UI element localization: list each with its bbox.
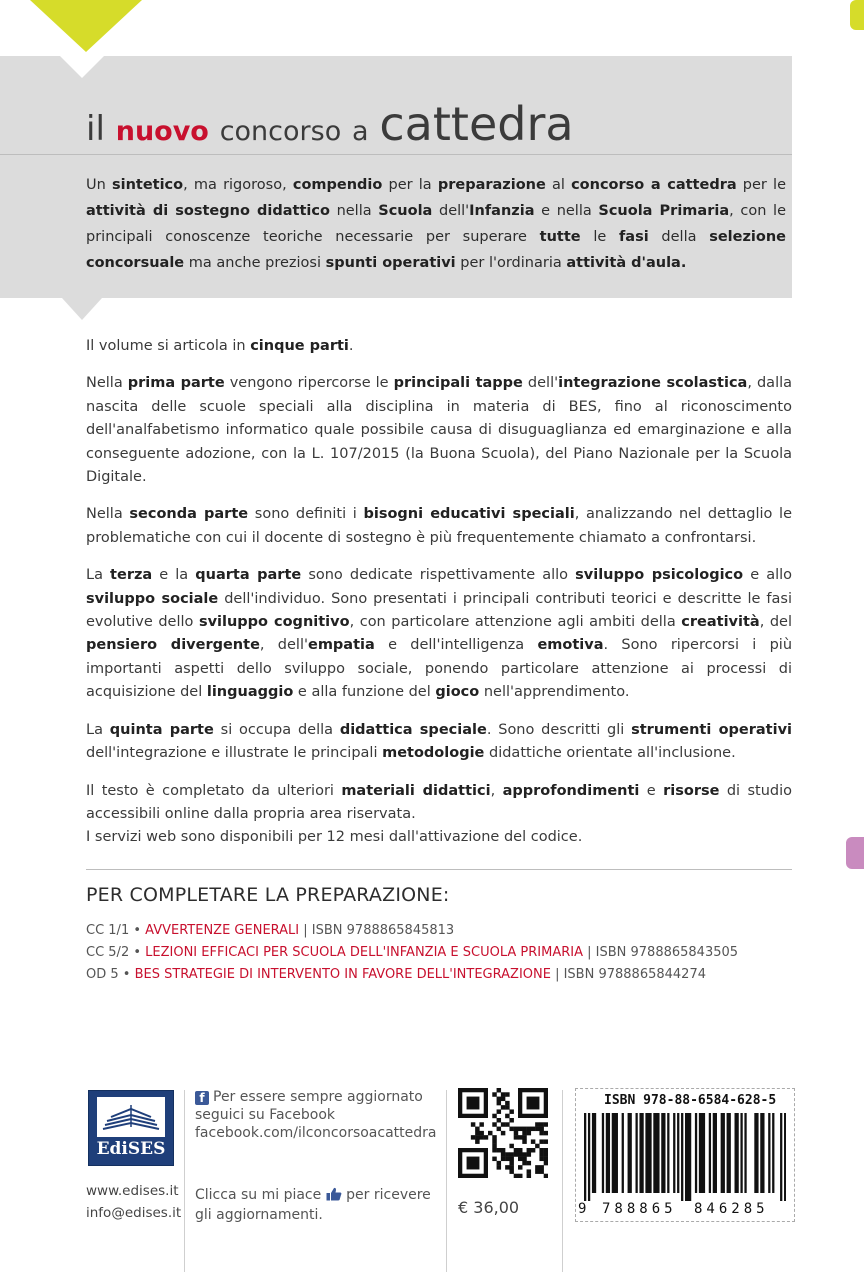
text-run: di studio accessibili online dalla propria area riservata. (86, 782, 793, 822)
text-run: terza (110, 567, 153, 584)
fb-line-1: Per essere sempre aggiornato (213, 1089, 423, 1105)
text-run: e alla funzione del (293, 684, 436, 701)
header-top-notch (60, 56, 104, 78)
body-paragraph (86, 503, 792, 550)
related-book-title: LEZIONI EFFICACI PER SCUOLA DELL'INFANZIA E SCUOLA PRIMARIA (145, 945, 583, 960)
text-run: . Sono ripercorsi i più importanti aspetti dello sviluppo sociale, ponendo particolare attenzione ai processi di acquisizione del (86, 637, 793, 701)
text-run: , del (759, 614, 792, 631)
text-run: didattiche orientate all'inclusione. (484, 745, 736, 762)
text-run: strumenti operativi (631, 721, 792, 738)
body-paragraph (86, 564, 792, 704)
text-run: attività di sostegno didattico (86, 203, 330, 219)
text-run: compendio (292, 177, 383, 193)
text-run: dell'individuo. Sono presentati i principali contributi teorici e descritte le fasi evolutive dello (86, 590, 792, 631)
text-run: , con particolare attenzione agli ambiti della (349, 614, 682, 631)
related-book-code: CC 1/1 • (86, 923, 146, 938)
title-il: il (86, 109, 105, 149)
text-run: al (545, 177, 572, 193)
related-book-item[interactable] (86, 964, 738, 986)
text-run: linguaggio (206, 684, 294, 701)
like-block (195, 1185, 445, 1225)
text-run: integrazione scolastica (558, 375, 748, 392)
facebook-block (195, 1088, 445, 1142)
text-run: gioco (435, 684, 480, 701)
text-run: . Sono descritti gli (486, 721, 632, 738)
text-run: didattica speciale (339, 721, 487, 738)
text-run: tutte (539, 229, 581, 245)
text-run: e la (152, 567, 196, 584)
related-books-list (86, 920, 738, 986)
related-book-isbn: | ISBN 9788865843505 (583, 945, 739, 960)
text-run: metodologie (382, 745, 485, 762)
text-run: le (580, 229, 619, 245)
price: € 36,00 (458, 1198, 520, 1217)
footer-divider-3 (562, 1090, 563, 1272)
text-run: dell' (432, 203, 470, 219)
like-text-before: Clicca su mi piace (195, 1187, 322, 1203)
text-run: empatia (307, 637, 375, 654)
footer-divider-1 (184, 1090, 185, 1272)
text-run: Nella (86, 506, 130, 523)
like-text-after: per ricevere gli aggiornamenti. (195, 1187, 431, 1223)
title-cattedra: cattedra (379, 97, 574, 151)
text-run: materiali didattici (341, 782, 491, 799)
fb-line-2: seguici su Facebook (195, 1107, 335, 1123)
title-nuovo: nuovo (115, 116, 209, 147)
text-run: Nella (86, 375, 128, 392)
body-paragraph (86, 335, 792, 358)
text-run: quarta parte (195, 567, 302, 584)
text-run: , ma rigoroso, (183, 177, 293, 193)
text-run: sviluppo psicologico (575, 567, 744, 584)
related-book-isbn: | ISBN 9788865845813 (299, 923, 455, 938)
text-run: e nella (534, 203, 599, 219)
body-paragraph (86, 780, 792, 850)
text-run: dell' (522, 375, 559, 392)
text-run: selezione concorsuale (86, 229, 786, 271)
text-run: cinque parti (250, 338, 349, 354)
body-paragraph (86, 719, 792, 766)
text-run: sintetico (111, 177, 184, 193)
completion-title: PER COMPLETARE LA PREPARAZIONE: (86, 884, 450, 906)
text-run: nell'apprendimento. (479, 684, 630, 701)
yellow-edge-tab (850, 0, 864, 30)
related-book-code: OD 5 • (86, 967, 135, 982)
text-run: Scuola Primaria (598, 203, 730, 219)
text-run: , con le principali conoscenze teoriche necessarie per superare (86, 203, 786, 245)
edises-logo (88, 1090, 174, 1166)
barcode-icon (584, 1113, 786, 1201)
text-run: e (639, 782, 664, 799)
text-run: nella (329, 203, 379, 219)
contact-block (86, 1180, 181, 1224)
text-run: sono dedicate rispettivamente allo (301, 567, 576, 584)
facebook-icon[interactable]: f (195, 1091, 209, 1105)
facebook-page-link[interactable]: facebook.com/ilconcorsoacattedra (195, 1125, 437, 1141)
text-run: I servizi web sono disponibili per 12 mesi dall'attivazione del codice. (86, 829, 583, 846)
related-book-isbn: | ISBN 9788865844274 (550, 967, 706, 982)
text-run: per le (736, 177, 786, 193)
pink-edge-tab (846, 837, 864, 869)
text-run: sviluppo cognitivo (198, 614, 350, 631)
title-concorso: concorso (219, 116, 342, 147)
text-run: si occupa della (213, 721, 340, 738)
thumbs-up-icon[interactable] (326, 1187, 342, 1201)
section-divider (86, 869, 792, 870)
text-run: concorso a cattedra (571, 177, 737, 193)
text-run: , (490, 782, 503, 799)
text-run: , dalla nascita delle scuole speciali alla disciplina in materia di BES, fino al riconoscimento dell'analfabetismo informatico quale possibile causa di disuguaglianza ed emarginazione e alla conseguente adozione, con la L. 107/2015 (la Buona Scuola), del Piano Nazionale per la Scuola Digitale. (86, 375, 793, 486)
text-run: sono definiti i (248, 506, 364, 523)
text-run: seconda parte (129, 506, 249, 523)
ean-left-group: 788865 (602, 1201, 677, 1217)
text-run: fasi (619, 229, 649, 245)
intro-summary (86, 172, 786, 276)
isbn-label: ISBN 978-88-6584-628-5 (604, 1093, 777, 1108)
website-link[interactable]: www.edises.it (86, 1183, 179, 1199)
text-run: e allo (743, 567, 793, 584)
text-run: Un (86, 177, 112, 193)
top-triangle-decoration (30, 0, 142, 52)
text-run: risorse (663, 782, 720, 799)
text-run: approfondimenti (502, 782, 640, 799)
text-run: Il testo è completato da ulteriori (86, 782, 342, 799)
text-run: quinta parte (109, 721, 214, 738)
text-run: attività d'aula. (566, 255, 687, 271)
books-icon (97, 1097, 165, 1137)
description-body (86, 335, 792, 864)
header-bottom-notch (62, 298, 102, 320)
text-run: preparazione (437, 177, 546, 193)
text-run: principali tappe (393, 375, 523, 392)
text-run: . (348, 338, 354, 354)
title-a: a (352, 116, 369, 147)
text-run: per la (382, 177, 438, 193)
text-run: pensiero divergente (86, 637, 260, 654)
text-run: ma anche preziosi (184, 255, 326, 271)
related-book-title: BES STRATEGIE DI INTERVENTO IN FAVORE DELL'INTEGRAZIONE (134, 967, 551, 982)
text-run: , analizzando nel dettaglio le problematiche con cui il docente di sostegno è più frequentemente chiamato a confrontarsi. (86, 506, 792, 546)
text-run: della (648, 229, 710, 245)
text-run: dell'integrazione e illustrate le principali (86, 745, 383, 762)
text-run: spunti operativi (325, 255, 456, 271)
related-book-item[interactable] (86, 920, 738, 942)
title-divider (0, 154, 792, 155)
text-run: La (86, 721, 110, 738)
text-run: sviluppo sociale (86, 590, 219, 607)
series-title (86, 96, 574, 160)
footer-divider-2 (446, 1090, 447, 1272)
text-run: , dell' (259, 637, 308, 654)
text-run: prima parte (127, 375, 225, 392)
body-paragraph (86, 372, 792, 489)
text-run: e dell'intelligenza (374, 637, 538, 654)
text-run: Infanzia (469, 203, 535, 219)
text-run: vengono ripercorse le (224, 375, 394, 392)
text-run: La (86, 567, 111, 584)
text-run: bisogni educativi speciali (363, 506, 575, 523)
text-run: emotiva (537, 637, 604, 654)
text-run: creatività (681, 614, 760, 631)
ean-first-digit: 9 (578, 1201, 587, 1217)
text-run: per l'ordinaria (455, 255, 567, 271)
ean-right-group: 846285 (694, 1201, 769, 1217)
email-link[interactable]: info@edises.it (86, 1205, 182, 1221)
related-book-item[interactable] (86, 942, 738, 964)
text-run: Scuola (378, 203, 433, 219)
text-run: Il volume si articola in (86, 338, 251, 354)
barcode-panel (575, 1088, 795, 1222)
related-book-code: CC 5/2 • (86, 945, 146, 960)
qr-code-icon[interactable] (458, 1088, 548, 1178)
related-book-title: AVVERTENZE GENERALI (145, 923, 300, 938)
logo-text: EdiSES (96, 1139, 166, 1159)
